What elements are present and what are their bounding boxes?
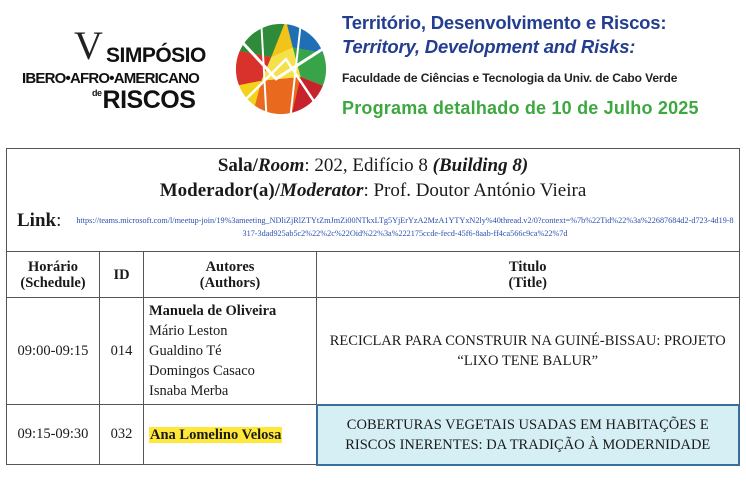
logo-de: de: [92, 88, 102, 98]
room-value: : 202, Edifício 8: [304, 155, 433, 176]
table-row: [7, 298, 740, 405]
title-portuguese: Território, Desenvolvimento e Riscos:: [342, 12, 667, 33]
symposium-logo: [22, 23, 232, 116]
header-schedule: Horário (Schedule): [7, 252, 100, 298]
logo-line-riscos: [92, 86, 195, 115]
logo-roman-numeral: V: [74, 23, 103, 68]
emblem-icon: [232, 20, 330, 118]
header-titles: [342, 12, 742, 119]
author-name: Domingos Casaco: [149, 363, 255, 379]
author-name: Mário Leston: [149, 323, 228, 339]
row-title: RECICLAR PARA CONSTRUIR NA GUINÉ-BISSAU: PROJETO “LIXO TENE BALUR”: [317, 298, 740, 405]
author-name-highlighted: Ana Lomelino Velosa: [150, 426, 282, 443]
room-label-pt: Sala/: [217, 155, 258, 176]
link-label: Link:: [17, 210, 62, 231]
link-row: [7, 204, 739, 254]
title-english: Territory, Development and Risks:: [342, 36, 636, 57]
teams-meeting-link[interactable]: https://teams.microsoft.com/l/meetup-join/19%3ameeting_NDliZjRlZTYtZmJmZi00NTkxLTg5YjErYzA2MzA1YTYxN2ly%40thread.v2/0?context=%7b%22Tid%22%3a%22687684d2-d723-4d19-8317-3dad925ab5c2%22%2c%22Oid%22%3a%222175ccde-fecd-45f6-8aab-ff4ca566c9ca%22%7d: [76, 216, 734, 238]
logo-line-simposio: SIMPÓSIO: [106, 44, 206, 67]
table-header-row: [7, 252, 740, 298]
logo-riscos-text: RISCOS: [102, 86, 196, 114]
moderator-label-pt: Moderador(a)/: [159, 180, 281, 201]
program-date: Programa detalhado de 10 de Julho 2025: [342, 98, 699, 118]
author-name: Isnaba Merba: [149, 383, 229, 399]
row-id: 014: [100, 298, 144, 405]
room-line: [7, 155, 739, 177]
program-table: [6, 251, 740, 466]
session-info: [6, 148, 740, 254]
author-name: Manuela de Oliveira: [149, 303, 277, 319]
table-row: [7, 405, 740, 465]
author-name: Gualdino Té: [149, 343, 222, 359]
faculty-name: Faculdade de Ciências e Tecnologia da Univ. de Cabo Verde: [342, 71, 678, 85]
moderator-value: : Prof. Doutor António Vieira: [363, 180, 587, 201]
header-authors: Autores (Authors): [144, 252, 317, 298]
row-authors: [144, 298, 317, 405]
header-title: Titulo (Title): [317, 252, 740, 298]
room-label-en: Room: [257, 155, 305, 176]
building-label: (Building 8): [432, 155, 529, 176]
row-title-selected[interactable]: COBERTURAS VEGETAIS USADAS EM HABITAÇÕES E RISCOS INERENTES: DA TRADIÇÃO À MODERNIDADE: [317, 405, 740, 465]
logo-line-ibero: IBERO•AFRO•AMERICANO: [22, 70, 200, 87]
page-header: [0, 0, 746, 140]
row-id: 032: [100, 405, 144, 465]
row-time: 09:15-09:30: [7, 405, 100, 465]
header-id: ID: [100, 252, 144, 298]
moderator-label-en: Moderator: [280, 180, 364, 201]
row-time: 09:00-09:15: [7, 298, 100, 405]
row-authors: [144, 405, 317, 465]
moderator-line: [7, 180, 739, 202]
